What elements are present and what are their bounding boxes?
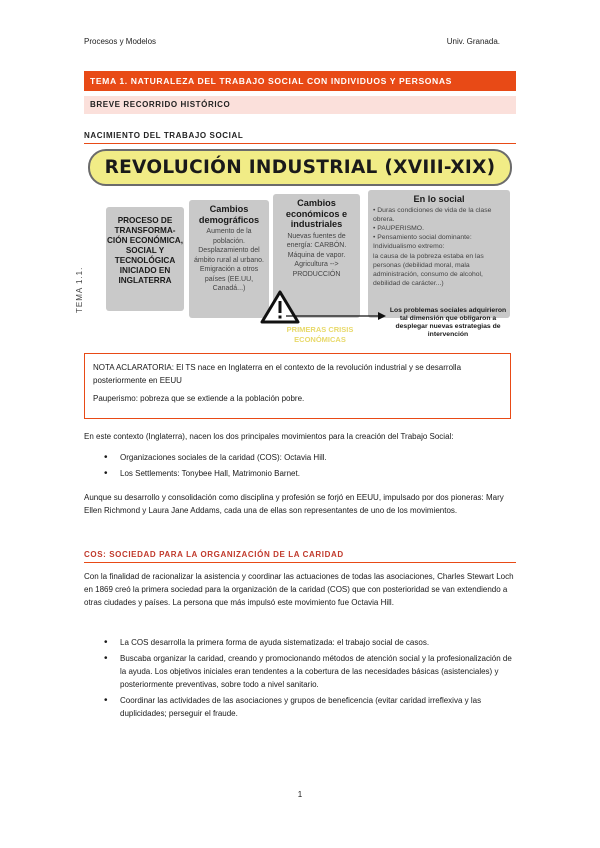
box-demograficos-body: Aumento de la población. Desplazamiento del ámbito rural al urbano. Emigración a otros países (EE.UU, Canadá...)	[193, 228, 265, 292]
list-item: • Organizaciones sociales de la caridad (COS): Octavia Hill.	[104, 451, 516, 464]
box-social-item: la causa de la pobreza estaba en las personas (debilidad moral, mala administración, consumo de alcohol, debilidad de carácter...)	[373, 252, 484, 288]
cos-list	[104, 636, 516, 723]
list-item: • Los Settlements: Tonybee Hall, Matrimonio Barnet.	[104, 467, 516, 480]
section-title-nacimiento: NACIMIENTO DEL TRABAJO SOCIAL	[84, 131, 516, 144]
note-text: NOTA ACLARATORIA: El TS nace en Inglaterra en el contexto de la revolución industrial y se desarrolla posteriormente en EEUU	[93, 363, 462, 385]
header-course: Procesos y Modelos	[84, 37, 157, 46]
note-box	[84, 353, 511, 419]
problems-text: Los problemas sociales adquirieron tal dimensión que obligaron a desplegar nuevas estrategias de intervención	[389, 307, 507, 338]
box-demograficos-title: Cambios demográficos	[198, 204, 260, 225]
box-social-item: • Duras condiciones de vida de la clase obrera.	[373, 206, 492, 223]
movements-list	[104, 451, 516, 483]
diagram-box-demograficos	[189, 200, 269, 318]
list-item: • La COS desarrolla la primera forma de ayuda sistematizada: el trabajo social de casos.	[104, 636, 516, 649]
page-number: 1	[297, 790, 303, 799]
box-social-item: • Pensamiento social dominante: Individualismo extremo:	[373, 234, 472, 251]
arrow-right-icon	[286, 311, 386, 321]
list-item: • Coordinar las actividades de las asociaciones y grupos de beneficencia (evitar caridad irreflexiva y las duplicidades; perseguir el fraude.	[104, 694, 516, 720]
paragraph-cos: Con la finalidad de racionalizar la asistencia y coordinar las actuaciones de todas las asociaciones, Charles Stewart Loch en 1869 creó la primera sociedad para la organización de la caridad (COS) que con posterioridad se van extendiendo a otras ciudades y países. La persona que más impulsó este movimiento fue Octavia Hill.	[84, 572, 514, 607]
topic-title: TEMA 1. NATURALEZA DEL TRABAJO SOCIAL CON INDIVIDUOS Y PERSONAS	[84, 71, 516, 91]
box-economicos-body: Nuevas fuentes de energía: CARBÓN. Máquina de vapor. Agricultura --> PRODUCCIÓN	[286, 232, 347, 278]
note-pauperismo: Pauperismo: pobreza que se extiende a la población pobre.	[93, 394, 305, 403]
header-university: Univ. Granada.	[446, 37, 500, 46]
box-social-title: En lo social	[413, 194, 465, 204]
side-label: TEMA 1.1.	[75, 266, 84, 313]
diagram-box-social	[368, 190, 510, 318]
diagram-banner: REVOLUCIÓN INDUSTRIAL (XVIII-XIX)	[88, 149, 512, 186]
paragraph-development: Aunque su desarrollo y consolidación como disciplina y profesión se forjó en EEUU, impulsado por dos pioneras: Mary Ellen Richmond y Laura Jane Addams, cada una de ellas son representantes de uno de los movimientos.	[84, 493, 504, 515]
industrial-revolution-diagram	[75, 145, 516, 350]
subtitle: BREVE RECORRIDO HISTÓRICO	[84, 96, 516, 114]
diagram-box-proceso: PROCESO DE TRANSFORMA-CIÓN ECONÓMICA, SOCIAL Y TECNOLÓGICA INICIADO EN INGLATERRA	[106, 207, 184, 311]
section-title-cos: COS: SOCIEDAD PARA LA ORGANIZACIÓN DE LA CARIDAD	[84, 550, 516, 563]
list-item: • Buscaba organizar la caridad, creando y promocionando métodos de atención social y la profesionalización de la ayuda. Los objetivos iniciales eran tendentes a la cobertura de las necesidades básicas (asistenciales) y posteriormente preventivas, sobre todo a nivel sanitario.	[104, 652, 516, 691]
paragraph-context: En este contexto (Inglaterra), nacen los dos principales movimientos para la creación del Trabajo Social:	[84, 432, 454, 441]
box-economicos-title: Cambios económicos e industriales	[285, 198, 348, 229]
page-header	[84, 37, 500, 46]
crisis-label: PRIMERAS CRISIS ECONÓMICAS	[286, 325, 354, 344]
box-social-item: • PAUPERISMO.	[373, 224, 424, 232]
